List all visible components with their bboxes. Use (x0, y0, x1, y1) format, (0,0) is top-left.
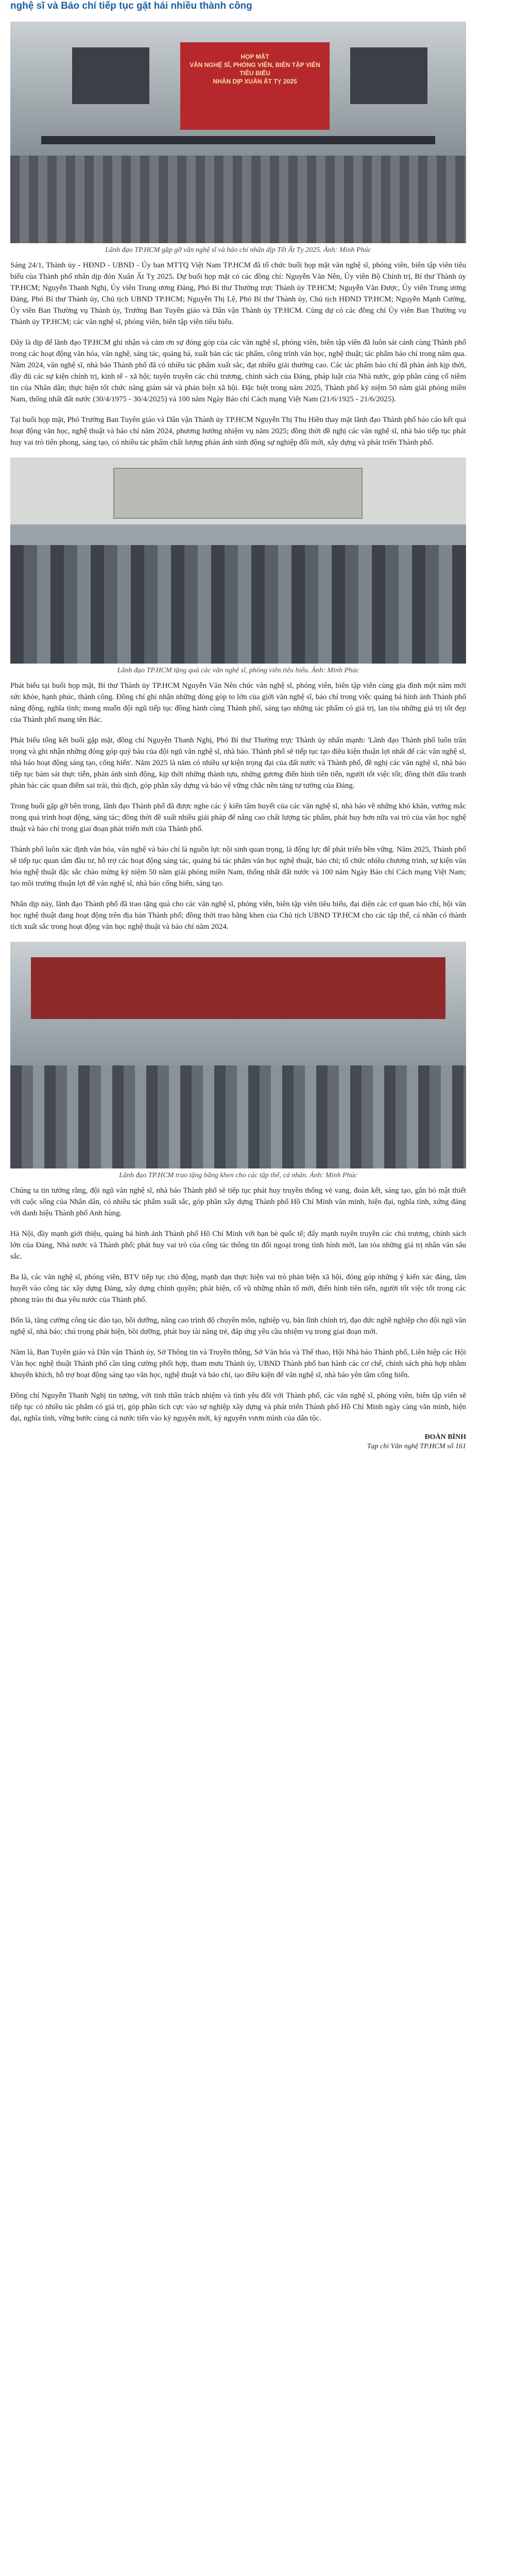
figure-caption: Lãnh đạo TP.HCM trao tặng bằng khen cho các tập thể, cá nhân. Ảnh: Minh Phúc (119, 1172, 357, 1179)
paragraph: Ba là, các văn nghệ sĩ, phóng viên, BTV tiếp tục chủ động, mạnh dạn thực hiện vai trò phản biện xã hội, đóng góp những ý kiến xác đáng, tâm huyết vào công tác xây dựng Đảng, xây dựng chính quyền; phát hiện, cổ vũ những nhân tố mới, điển hình tiên tiến, người tốt việc tốt trong các phong trào thi đua yêu nước của Thành phố. (10, 1273, 466, 1304)
award-recipients (10, 1065, 466, 1168)
award-backdrop (31, 957, 445, 1019)
paragraph: Thành phố luôn xác định văn hóa, văn nghệ và báo chí là nguồn lực nội sinh quan trọng, là động lực để phát triển bền vững. Năm 2025, Thành phố sẽ tiếp tục quan tâm đầu tư, hỗ trợ các hoạt động sáng tác, quảng bá tác phẩm văn học nghệ thuật, báo chí; tổ chức nhiều chương trình, sự kiện văn hóa nghệ thuật đặc sắc chào mừng kỷ niệm 50 năm giải phóng miền Nam, thống nhất đất nước và 100 năm Ngày Báo chí Cách mạng Việt Nam; tạo môi trường thuận lợi để văn nghệ sĩ, nhà báo cống hiến, sáng tạo. (10, 845, 466, 888)
paragraph: Chúng ta tin tưởng rằng, đội ngũ văn nghệ sĩ, nhà báo Thành phố sẽ tiếp tục phát huy truyền thống vẻ vang, đoàn kết, sáng tạo, gắn bó mật thiết với cuộc sống của Nhân dân, có nhiều tác phẩm xuất sắc, góp phần xây dựng Thành phố Hồ Chí Minh văn minh, hiện đại, nghĩa tình, xứng đáng với danh hiệu Thành phố Anh hùng. (10, 1187, 466, 1217)
paragraph: Năm là, Ban Tuyên giáo và Dân vận Thành ủy, Sở Thông tin và Truyền thông, Sở Văn hóa và Thể thao, Hội Nhà báo Thành phố, Liên hiệp các Hội Văn học nghệ thuật Thành phố cần tăng cường phối hợp, tham mưu Thành ủy, UBND Thành phố ban hành các cơ chế, chính sách phù hợp nhằm khuyến khích, hỗ trợ hoạt động sáng tạo văn học, nghệ thuật và báo chí, tạo điều kiện để văn nghệ sĩ, nhà báo yên tâm cống hiến. (10, 1348, 466, 1379)
crowd (10, 545, 466, 664)
paragraph: Nhân dịp này, lãnh đạo Thành phố đã trao tặng quà cho các văn nghệ sĩ, phóng viên, biên tập viên tiêu biểu, đại diện các cơ quan báo chí, hội văn học nghệ thuật đang hoạt động trên địa bàn Thành phố; đồng thời trao bằng khen của Chủ tịch UBND TP.HCM cho các tập thể, cá nhân có thành tích xuất sắc trong hoạt động văn học nghệ thuật và báo chí năm 2024. (10, 900, 466, 931)
paragraph: Đồng chí Nguyễn Thanh Nghị tin tưởng, với tinh thần trách nhiệm và tình yêu đối với Thành phố, các văn nghệ sĩ, phóng viên, biên tập viên sẽ tiếp tục có nhiều tác phẩm có giá trị, góp phần tích cực vào sự nghiệp xây dựng và phát triển Thành phố Hồ Chí Minh ngày càng văn minh, hiện đại, nghĩa tình, vững bước cùng cả nước tiến vào kỷ nguyên mới, kỷ nguyên vươn mình của dân tộc. (10, 1392, 466, 1422)
stage-backdrop-text: HỌP MẶT VĂN NGHỆ SĨ, PHÓNG VIÊN, BIÊN TẬP VIÊN TIÊU BIỂU NHÂN DỊP XUÂN ẤT TỴ 2025 (190, 53, 320, 85)
paragraph: Hà Nội, đầy mạnh giới thiệu, quảng bá hình ảnh Thành phố Hồ Chí Minh với bạn bè quốc tế; đẩy mạnh tuyên truyền các chủ trương, chính sách lớn của Đảng, Nhà nước và Thành phố; phát huy vai trò của công tác thông tin đối ngoại trong tình hình mới, lan tỏa những giá trị nhân văn sâu sắc. (10, 1230, 466, 1261)
paragraph: Phát biểu tổng kết buổi gặp mặt, đồng chí Nguyễn Thanh Nghị, Phó Bí thư Thường trực Thành ủy nhấn mạnh: 'Lãnh đạo Thành phố luôn trân trọng và ghi nhận những đóng góp quý báu của đội ngũ văn nghệ sĩ, nhà báo. Thành phố sẽ tiếp tục tạo điều kiện thuận lợi nhất để các văn nghệ sĩ, nhà báo hoạt động sáng tạo, cống hiến'. Năm 2025 là năm có nhiều sự kiện trọng đại của đất nước và Thành phố, đề nghị các văn nghệ sĩ, nhà báo tiếp tục bám sát thực tiễn, phản ánh sinh động, kịp thời những thành tựu, những gương điển hình tiên tiến, người tốt việc tốt; đồng thời đấu tranh phản bác các quan điểm sai trái, thù địch, góp phần xây dựng và bảo vệ vững chắc nền tảng tư tưởng của Đảng. (10, 736, 466, 790)
audience-seats (10, 156, 466, 243)
paragraph: Tại buổi họp mặt, Phó Trưởng Ban Tuyên giáo và Dân vận Thành ủy TP.HCM Nguyễn Thị Thu Hiền thay mặt lãnh đạo Thành phố báo cáo kết quả hoạt động văn học, nghệ thuật và báo chí năm 2024, phương hướng nhiệm vụ năm 2025; đồng thời đề nghị các văn nghệ sĩ, nhà báo tiếp tục phát huy vai trò tiên phong, sáng tạo, có nhiều tác phẩm chất lượng phản ánh sinh động sự nghiệp đổi mới, xây dựng và phát triển Thành phố. (10, 416, 466, 447)
article-headline: nghệ sĩ và Báo chí tiếp tục gặt hái nhiều thành công (10, 1, 252, 11)
photo-gift-ceremony (10, 457, 466, 664)
figure-3 (10, 942, 466, 1180)
figure-caption: Lãnh đạo TP.HCM gặp gỡ văn nghệ sĩ và báo chí nhân dịp Tết Ất Tỵ 2025. Ảnh: Minh Phúc (105, 246, 371, 254)
paragraph: Sáng 24/1, Thành ủy - HĐND - UBND - Ủy ban MTTQ Việt Nam TP.HCM đã tổ chức buổi họp mặt văn nghệ sĩ, phóng viên, biên tập viên tiêu biểu của Thành phố nhân dịp đón Xuân Ất Tỵ 2025. Dự buổi họp mặt có các đồng chí: Nguyễn Văn Nên, Ủy viên Bộ Chính trị, Bí thư Thành ủy TP.HCM; Nguyễn Thanh Nghị, Ủy viên Trung ương Đảng, Phó Bí thư Thường trực Thành ủy TP.HCM; Nguyễn Văn Được, Ủy viên Trung ương Đảng, Phó Bí thư Thành ủy, Chủ tịch UBND TP.HCM; Nguyễn Thị Lệ, Phó Bí thư Thành ủy, Chủ tịch HĐND TP.HCM; Nguyễn Mạnh Cường, Ủy viên Ban Thường vụ Thành ủy, Trưởng Ban Tuyên giáo và Dân vận Thành ủy TP.HCM. Cùng dự có các đồng chí Ủy viên Ban Thường vụ Thành ủy TP.HCM; các văn nghệ sĩ, phóng viên, biên tập viên tiêu biểu. (10, 261, 466, 326)
paragraph: Bốn là, tăng cường công tác đào tạo, bồi dưỡng, nâng cao trình độ chuyên môn, nghiệp vụ, bản lĩnh chính trị, đạo đức nghề nghiệp cho đội ngũ văn nghệ sĩ, nhà báo; chú trọng phát hiện, bồi dưỡng, phát huy tài năng trẻ, đáp ứng yêu cầu nhiệm vụ trong giai đoạn mới. (10, 1316, 466, 1336)
photo-conference-hall (10, 22, 466, 243)
source-note: Tạp chí Văn nghệ TP.HCM số 161 (367, 1443, 466, 1450)
paragraph: Đây là dịp để lãnh đạo TP.HCM ghi nhận và cảm ơn sự đóng góp của các văn nghệ sĩ, phóng viên, biên tập viên đã luôn sát cánh cùng Thành phố trong các hoạt động văn hóa, văn nghệ, sáng tác, quảng bá, xuất bản các tác phẩm, công trình văn học, nghệ thuật; tác phẩm báo chí trong năm qua. Năm 2024, văn nghệ sĩ, nhà báo Thành phố đã có nhiều tác phẩm xuất sắc, đạt nhiều giải thưởng cao. Các tác phẩm báo chí đã phản ánh kịp thời, đầy đủ các sự kiện chính trị, kinh tế - xã hội; tuyên truyền các chủ trương, chính sách của Đảng, pháp luật của Nhà nước, góp phần củng cố niềm tin của Nhân dân; thực hiện tốt chức năng giám sát và phản biện xã hội. Đặc biệt trong năm 2025, Thành phố kỷ niệm 50 năm giải phóng miền Nam, thống nhất đất nước (30/4/1975 - 30/4/2025) và 100 năm Ngày Báo chí Cách mạng Việt Nam (21/6/1925 - 21/6/2025). (10, 338, 466, 403)
photo-award-ceremony (10, 942, 466, 1168)
paragraph: Phát biểu tại buổi họp mặt, Bí thư Thành ủy TP.HCM Nguyễn Văn Nên chúc văn nghệ sĩ, phóng viên, biên tập viên cùng gia đình một năm mới sức khỏe, hạnh phúc, thành công. Đồng chí ghi nhận những đóng góp to lớn của giới văn nghệ sĩ, báo chí trong việc quảng bá hình ảnh Thành phố năng động, nghĩa tình; mong muốn đội ngũ tiếp tục đồng hành cùng Thành phố, sáng tạo những tác phẩm có giá trị, lan tỏa những giá trị tốt đẹp của Thành phố mang tên Bác. (10, 682, 466, 724)
author-byline: ĐOÀN BÌNH (424, 1433, 466, 1441)
screen-right (350, 47, 427, 104)
screen-left (72, 47, 149, 104)
paragraph: Trong buổi gặp gỡ bên trong, lãnh đạo Thành phố đã được nghe các ý kiến tâm huyết của các văn nghệ sĩ, nhà báo về những khó khăn, vướng mắc trong quá trình hoạt động, sáng tác; đồng thời đề xuất nhiều giải pháp để nâng cao chất lượng tác phẩm, phát huy hơn nữa vai trò của văn học nghệ thuật và báo chí trong giai đoạn phát triển mới của Thành phố. (10, 802, 466, 833)
figure-2 (10, 457, 466, 675)
wall-mural (113, 468, 363, 519)
article (10, 0, 466, 1451)
head-table (41, 136, 435, 144)
figure-caption: Lãnh đạo TP.HCM tặng quà các văn nghệ sĩ, phóng viên tiêu biểu. Ảnh: Minh Phúc (117, 667, 359, 674)
figure-1 (10, 22, 466, 255)
